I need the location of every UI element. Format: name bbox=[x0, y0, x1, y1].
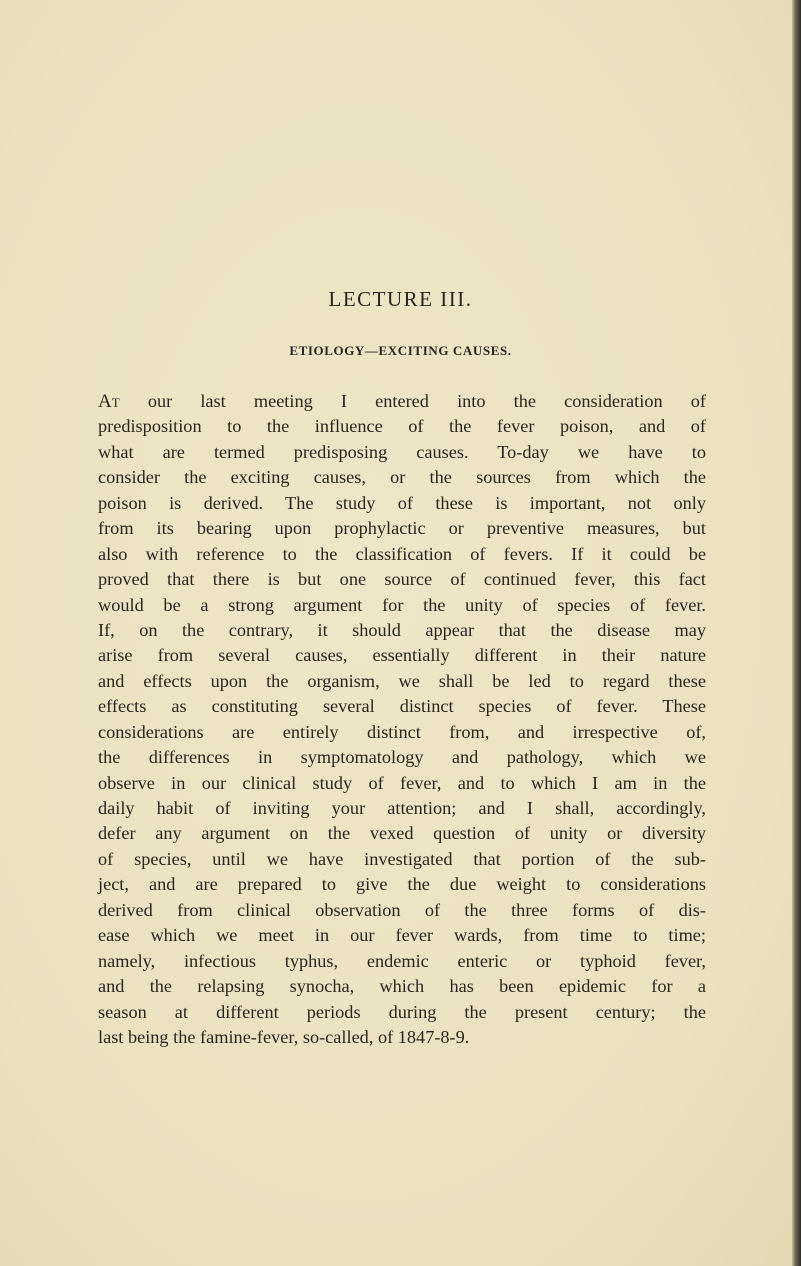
text-line: last being the famine-fever, so-called, of 1847-8-9. bbox=[98, 1026, 470, 1047]
text-line: the differences in symptomatology and pathology, which we bbox=[98, 747, 706, 768]
text-line: consider the exciting causes, or the sources from which the bbox=[98, 467, 706, 488]
text-line: namely, infectious typhus, endemic enteric or typhoid fever, bbox=[98, 950, 706, 971]
text-line: and the relapsing synocha, which has been epidemic for a bbox=[98, 976, 706, 997]
text-line: and effects upon the organism, we shall be led to regard these bbox=[98, 670, 706, 691]
text-line: daily habit of inviting your attention; and I shall, accordingly, bbox=[98, 798, 706, 818]
text-line: would be a strong argument for the unity of species of fever. bbox=[98, 594, 706, 615]
text-line: At our last meeting I entered into the consideration of bbox=[98, 391, 706, 412]
text-line: predisposition to the influence of the fever poison, and of bbox=[98, 416, 706, 437]
text-line: proved that there is but one source of continued fever, this fact bbox=[98, 569, 706, 590]
text-line: poison is derived. The study of these is important, not only bbox=[98, 492, 706, 513]
text-line: what are termed predisposing causes. To-day we have to bbox=[98, 441, 706, 462]
text-line: ject, and are prepared to give the due weight to considerations bbox=[98, 874, 706, 895]
text-line: derived from clinical observation of the three forms of dis- bbox=[98, 899, 706, 920]
page-edge-shadow bbox=[792, 0, 801, 1266]
lecture-title: LECTURE III. bbox=[328, 287, 473, 311]
text-line: ease which we meet in our fever wards, from time to time; bbox=[98, 925, 706, 946]
body-paragraph bbox=[98, 389, 706, 1050]
text-line: If, on the contrary, it should appear that the disease may bbox=[98, 619, 706, 640]
text-line: from its bearing upon prophylactic or preventive measures, but bbox=[98, 518, 706, 539]
text-line: season at different periods during the present century; the bbox=[98, 1001, 706, 1022]
text-line: defer any argument on the vexed question of unity or diversity bbox=[98, 823, 706, 844]
text-line: effects as constituting several distinct species of fever. These bbox=[98, 696, 706, 717]
text-line: of species, until we have investigated that portion of the sub- bbox=[98, 848, 706, 869]
text-line: also with reference to the classification of fevers. If it could be bbox=[98, 543, 706, 564]
text-line: observe in our clinical study of fever, and to which I am in the bbox=[98, 772, 706, 793]
lecture-subtitle: ETIOLOGY—EXCITING CAUSES. bbox=[289, 343, 512, 358]
text-line: considerations are entirely distinct from, and irrespective of, bbox=[98, 721, 706, 742]
text-line: arise from several causes, essentially different in their nature bbox=[98, 645, 706, 666]
